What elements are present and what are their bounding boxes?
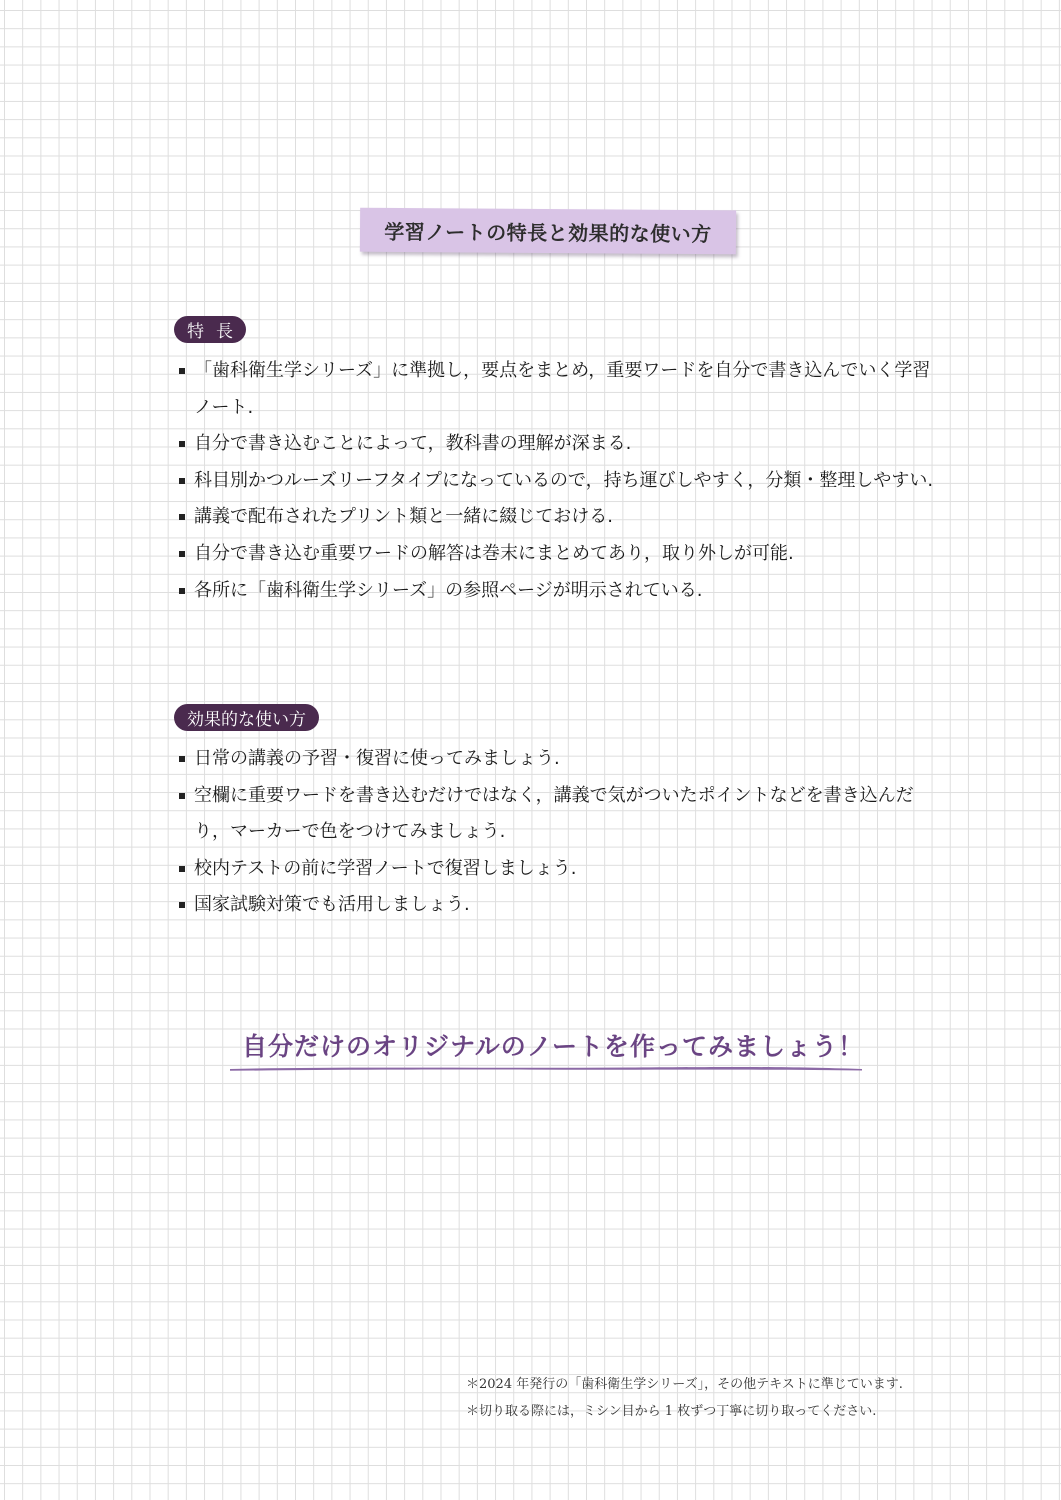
list-item bbox=[179, 851, 939, 888]
bullet-icon bbox=[179, 551, 185, 557]
list-item-text: 校内テストの前に学習ノートで復習しましょう. bbox=[194, 857, 577, 879]
list-item-text: 空欄に重要ワードを書き込むだけではなく，講義で気がついたポイントなどを書き込んだり，マーカーで色をつけてみましょう. bbox=[194, 784, 914, 843]
list-item bbox=[179, 426, 939, 463]
slogan-text: 自分だけのオリジナルのノートを作ってみましょう！ bbox=[242, 1032, 865, 1061]
features-label bbox=[174, 316, 246, 343]
usage-label bbox=[174, 704, 319, 731]
bullet-icon bbox=[179, 793, 185, 799]
bullet-icon bbox=[179, 866, 185, 872]
list-item-text: 国家試験対策でも活用しましょう. bbox=[194, 894, 470, 916]
list-item-text: 科目別かつルーズリーフタイプになっているので，持ち運びしやすく，分類・整理しやすい. bbox=[194, 469, 934, 491]
list-item bbox=[179, 536, 939, 573]
list-item-text: 自分で書き込むことによって，教科書の理解が深まる. bbox=[194, 433, 632, 455]
list-item-text: 講義で配布されたプリント類と一緒に綴じておける. bbox=[194, 506, 613, 528]
list-item bbox=[179, 573, 939, 610]
page-title bbox=[360, 208, 736, 255]
bullet-icon bbox=[179, 441, 185, 447]
list-item bbox=[179, 887, 939, 924]
slogan bbox=[230, 1025, 865, 1075]
list-item-text: 自分で書き込む重要ワードの解答は巻末にまとめてあり，取り外しが可能. bbox=[194, 542, 794, 564]
footnote: ＊2024 年発行の「歯科衛生学シリーズ」，その他テキストに準じています. bbox=[466, 1377, 903, 1392]
usage-list bbox=[179, 741, 939, 924]
footnotes bbox=[466, 1371, 903, 1425]
page-title-text: 学習ノートの特長と効果的な使い方 bbox=[384, 219, 712, 246]
list-item bbox=[179, 499, 939, 536]
bullet-icon bbox=[179, 478, 185, 484]
slogan-underline bbox=[230, 1065, 862, 1071]
features-list bbox=[179, 353, 939, 609]
bullet-icon bbox=[179, 588, 185, 594]
bullet-icon bbox=[179, 756, 185, 762]
bullet-icon bbox=[179, 902, 185, 908]
list-item-text: 各所に「歯科衛生学シリーズ」の参照ページが明示されている. bbox=[194, 579, 703, 601]
bullet-icon bbox=[179, 368, 185, 374]
features-label-text: 特長 bbox=[187, 322, 245, 342]
list-item-text: 日常の講義の予習・復習に使ってみましょう. bbox=[194, 748, 560, 769]
list-item bbox=[179, 463, 939, 500]
list-item bbox=[179, 741, 939, 778]
list-item bbox=[179, 353, 939, 426]
list-item bbox=[179, 778, 939, 851]
list-item-text: 「歯科衛生学シリーズ」に準拠し，要点をまとめ，重要ワードを自分で書き込んでいく学習ノート. bbox=[194, 360, 931, 418]
bullet-icon bbox=[179, 514, 185, 520]
usage-label-text: 効果的な使い方 bbox=[187, 710, 306, 730]
footnote: ＊切り取る際には，ミシン目から 1 枚ずつ丁寧に切り取ってください. bbox=[466, 1404, 877, 1419]
